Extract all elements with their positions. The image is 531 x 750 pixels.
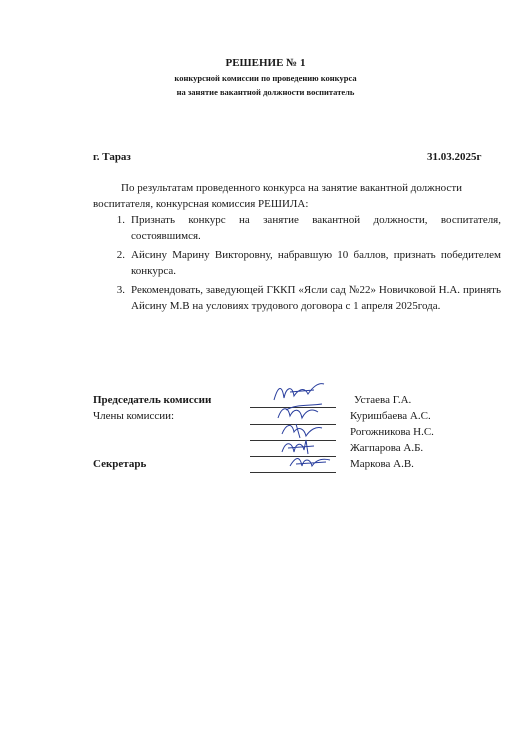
decision-text: Айсину Марину Викторовну, набравшую 10 баллов, признать победителем конкурса. (131, 249, 501, 277)
decision-item (93, 212, 501, 244)
intro-line2: воспитателя, конкурсная комиссия РЕШИЛА: (93, 198, 309, 210)
document-subtitle-line1: конкурсной комиссии по проведению конкурса (174, 73, 357, 83)
decision-number: 1. (116, 214, 125, 226)
decision-number: 2. (116, 249, 125, 261)
secretary-name: Маркова А.В. (350, 458, 414, 470)
member-name: Рогожникова Н.С. (350, 426, 434, 438)
member-name: Жагпарова А.Б. (350, 442, 424, 454)
decision-list (93, 212, 501, 317)
member-name: Куришбаева А.С. (350, 410, 431, 422)
place: г. Тараз (93, 151, 131, 163)
decision-item (93, 247, 501, 279)
document-title: РЕШЕНИЕ № 1 (225, 57, 306, 69)
decision-text: Признать конкурс на занятие вакантной должности, воспитателя, состоявшимся. (131, 214, 501, 242)
decision-text: Рекомендовать, заведующей ГККП «Ясли сад №22» Новичковой Н.А. принять Айсину М.В на условиях трудового договора с 1 апреля 2025года. (131, 284, 501, 312)
decision-item (93, 282, 501, 314)
intro-line1: По результатам проведенного конкурса на занятие вакантной должности (121, 182, 463, 194)
secretary-signature (286, 450, 334, 472)
secretary-label: Секретарь (93, 458, 147, 470)
chair-label: Председатель комиссии (93, 394, 212, 406)
date: 31.03.2025г (427, 151, 482, 163)
decision-number: 3. (116, 284, 125, 296)
secretary-signature-line (250, 472, 336, 473)
members-label: Члены комиссии: (93, 410, 175, 422)
chair-name: Устаева Г.А. (354, 394, 412, 406)
document-subtitle-line2: на занятие вакантной должности воспитатель (176, 87, 355, 97)
